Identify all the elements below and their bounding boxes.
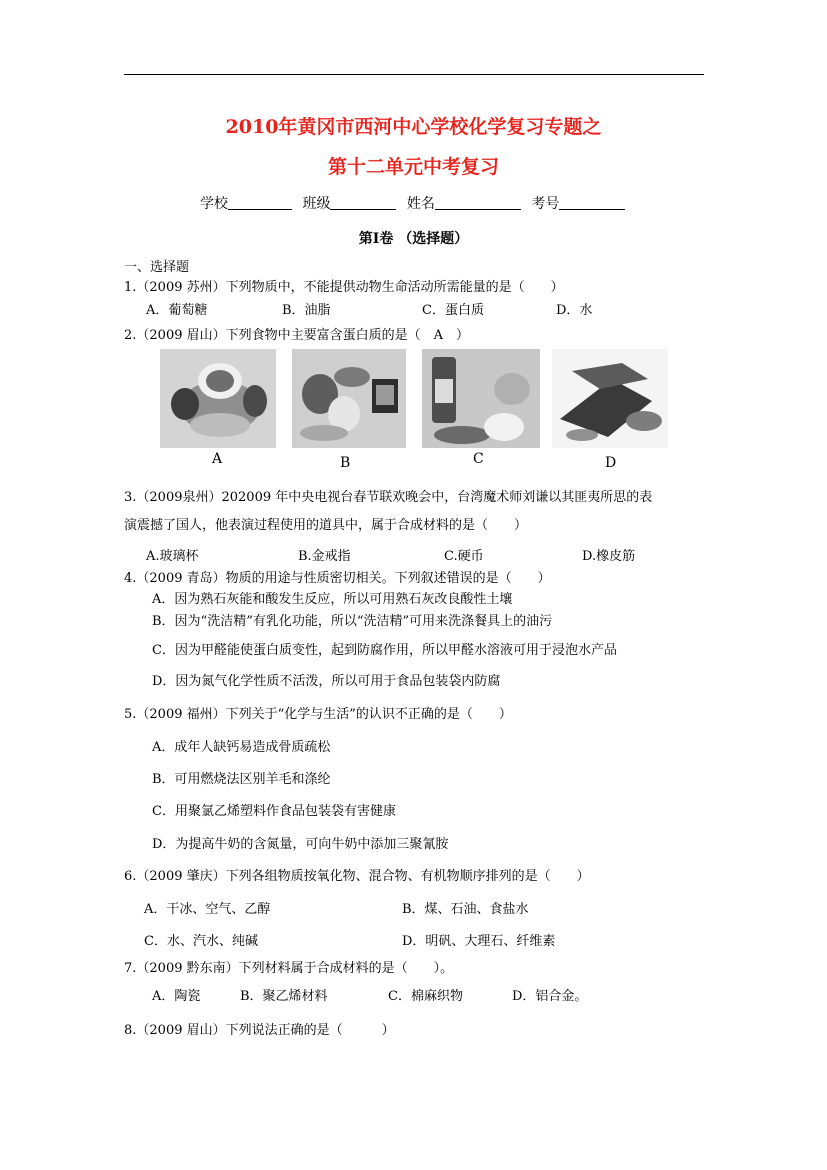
image-label-b: B — [340, 455, 351, 471]
header-rule — [124, 74, 704, 75]
document-title-line1: 2010年黄冈市西河中心学校化学复习专题之 — [225, 116, 602, 138]
food-image-c — [422, 349, 540, 448]
food-image-d — [552, 349, 668, 448]
student-info-row — [200, 193, 625, 213]
q5-option-d: D．为提高牛奶的含氮量，可向牛奶中添加三聚氰胺 — [152, 837, 449, 852]
question-7-stem: 7.（2009 黔东南）下列材料属于合成材料的是（ ）。 — [124, 961, 454, 976]
q5-option-b: B．可用燃烧法区别羊毛和涤纶 — [152, 772, 331, 787]
q6-option-a: A．干冰、空气、乙醇 — [144, 902, 271, 917]
food-image-b — [292, 349, 406, 448]
q4-option-d: D．因为氮气化学性质不活泼，所以可用于食品包装袋内防腐 — [152, 674, 501, 689]
q7-option-c: C．棉麻织物 — [388, 989, 463, 1004]
image-label-d: D — [605, 455, 617, 471]
section-heading: 第Ⅰ卷 （选择题） — [358, 231, 469, 247]
question-5-stem: 5.（2009 福州）下列关于“化学与生活”的认识不正确的是（ ） — [124, 707, 512, 722]
question-1-stem: 1.（2009 苏州）下列物质中，不能提供动物生命活动所需能量的是（ ） — [124, 280, 564, 295]
q3-option-c: C.硬币 — [444, 549, 484, 564]
field-label-name: 姓名 — [406, 196, 435, 212]
q3-option-b: B.金戒指 — [298, 549, 351, 564]
q1-option-a: A．葡萄糖 — [146, 303, 208, 318]
part-heading: 一、选择题 — [124, 260, 190, 275]
field-label-class: 班级 — [302, 196, 331, 212]
question-4-stem: 4.（2009 青岛）物质的用途与性质密切相关。下列叙述错误的是（ ） — [124, 571, 551, 586]
question-3-stem-line1: 3.（2009泉州）202009 年中央电视台春节联欢晚会中，台湾魔术师刘谦以其匪夷所思的表 — [124, 490, 653, 505]
q3-option-d: D.橡皮筋 — [582, 549, 636, 564]
document-title-line2: 第十二单元中考复习 — [327, 156, 499, 178]
q5-option-c: C．用聚氯乙烯塑料作食品包装袋有害健康 — [152, 804, 396, 819]
food-image-a — [160, 349, 276, 448]
question-8-stem: 8.（2009 眉山）下列说法正确的是（ ） — [124, 1023, 395, 1038]
q6-option-b: B．煤、石油、食盐水 — [402, 902, 529, 917]
q3-option-a: A.玻璃杯 — [146, 549, 199, 564]
image-label-c: C — [473, 451, 484, 467]
q7-option-d: D．铝合金。 — [512, 989, 588, 1004]
q1-option-b: B．油脂 — [282, 303, 331, 318]
q1-option-c: C．蛋白质 — [422, 303, 484, 318]
question-3-stem-line2: 演震撼了国人，他表演过程使用的道具中，属于合成材料的是（ ） — [124, 518, 528, 533]
name-blank[interactable] — [435, 195, 521, 210]
field-label-exam-no: 考号 — [531, 196, 560, 212]
q4-option-c: C．因为甲醛能使蛋白质变性，起到防腐作用，所以甲醛水溶液可用于浸泡水产品 — [152, 643, 617, 658]
q5-option-a: A．成年人缺钙易造成骨质疏松 — [152, 740, 331, 755]
q1-option-d: D．水 — [556, 303, 593, 318]
class-blank[interactable] — [330, 195, 396, 210]
exam-no-blank[interactable] — [559, 195, 625, 210]
q4-option-b: B．因为“洗洁精”有乳化功能，所以“洗洁精”可用来洗涤餐具上的油污 — [152, 614, 553, 629]
field-label-school: 学校 — [200, 196, 228, 212]
question-2-stem: 2.（2009 眉山）下列食物中主要富含蛋白质的是（ A ） — [124, 328, 470, 343]
q6-option-d: D．明矾、大理石、纤维素 — [402, 934, 556, 949]
school-blank[interactable] — [228, 195, 292, 210]
question-6-stem: 6.（2009 肇庆）下列各组物质按氧化物、混合物、有机物顺序排列的是（ ） — [124, 869, 590, 884]
q7-option-b: B．聚乙烯材料 — [240, 989, 328, 1004]
q6-option-c: C．水、汽水、纯碱 — [144, 934, 258, 949]
q7-option-a: A．陶瓷 — [152, 989, 201, 1004]
q4-option-a: A．因为熟石灰能和酸发生反应，所以可用熟石灰改良酸性土壤 — [152, 592, 513, 607]
image-label-a: A — [212, 451, 223, 467]
